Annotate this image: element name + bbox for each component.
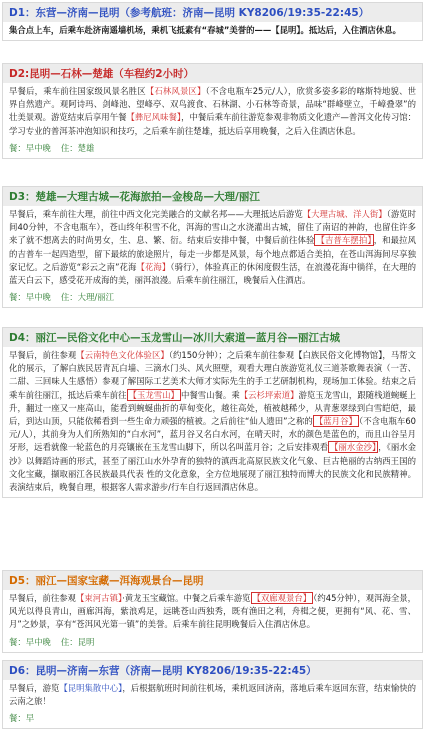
day5-meals xyxy=(3,635,422,652)
body-text: （不含电瓶车25元/人），欣赏多姿多彩的喀斯特地貌、世界自然遗产。观阿诗玛、剑峰池、望峰亭、双鸟渡食、石林湖、小石林等奇景，品味“群峰壁立，千嶂叠翠”的壮美景观。游览结束后享用午餐 xyxy=(9,86,417,123)
day1-section xyxy=(2,2,423,41)
highlighted-attraction: 【云杉坪索道】 xyxy=(239,389,299,400)
body-text: ，中餐后乘车前往游览参观非物质文化遗产—普洱文化传习馆：学习专业的普洱茶冲泡知识和技巧，之后乘车前往楚雄，抵达后享用晚餐，之后入住酒店休息。 xyxy=(9,112,417,136)
day3-section xyxy=(2,186,423,308)
body-text: ，后根据航班时间前往机场，乘机返回济南，落地后乘车返回东营，结束愉快的云南之旅！ xyxy=(9,683,417,707)
body-text: 早餐后，乘车前往国家级风景名胜区 xyxy=(9,86,146,96)
day4-section xyxy=(2,327,423,498)
day4-body xyxy=(3,347,422,497)
body-text: 游览玉龙雪山，跟随栈道蜿蜒上升，翻过一座又一座高山，能看到蜿蜒曲折的草甸变化，越往高处，植被越稀少，从青葱翠绿到白雪皑皑，最后，到达山顶，只能依稀看到一些生命力顽强的植被。之后前往“仙人遗田”之称的 xyxy=(9,389,417,427)
body-text: 中餐雪山餐。乘 xyxy=(180,389,240,400)
day6-title: D6：昆明—济南—东营（济南—昆明 KY8206/19:35-22:45） xyxy=(3,661,422,680)
body-text: 早餐后，前往参观 xyxy=(9,593,77,603)
body-text: 早餐后，游览 xyxy=(9,683,60,693)
highlighted-attraction: 【丽水金沙】 xyxy=(330,442,377,453)
body-text: ，和最拉风的吉普车一起四造型，留下最炫的旅途照片，每走一步都是风景，每个地点都适合美拍，在苍山洱海间尽享独家记忆。之后游览“彩云之南”花海 xyxy=(9,235,417,272)
body-text: 早餐后，乘车前往大理，前往中西文化完美融合的文献名邦——大理抵达后游览 xyxy=(9,209,303,219)
body-text: 早餐后，前往参观 xyxy=(9,350,77,360)
meal-lodging-info: 住：大理/丽江 xyxy=(60,292,114,303)
day6-body xyxy=(3,680,422,711)
day3-meals xyxy=(3,290,422,307)
day1-title: D1：东营—济南—昆明（参考航班：济南—昆明 KY8206/19:35-22:45） xyxy=(3,3,422,22)
meal-lodging-info: 住：楚雄 xyxy=(60,142,95,153)
day2-section xyxy=(2,63,423,159)
body-text: ，《丽水金沙》以舞蹈诗画的形式，甚至了丽江山水外孕育的独特的滇西北高原民族文化气象、巨古艳丽的古纳西王国的文化宝藏，撷取丽江各民族最具代表 性的文化意象，全方位地展现了丽江独特而博大的民族文化和民族精神。表演结束后，晚餐自理，根据客人需求游步/行车自行返回酒店休息。 xyxy=(9,442,416,493)
day4-title: D4：丽江—民俗文化中心—玉龙雪山—冰川大索道—蓝月谷—丽江古城 xyxy=(3,328,422,347)
body-text: ·黄龙玉宝藏馆。中餐之后乘车游览 xyxy=(122,593,251,603)
day6-section xyxy=(2,660,423,729)
highlighted-attraction: 【彝尼风味餐】 xyxy=(126,112,182,123)
day3-title: D3：楚雄—大理古城—花海旅拍—金梭岛—大理/丽江 xyxy=(3,187,422,206)
meal-lodging-info: 住：昆明 xyxy=(60,636,95,647)
meal-lodging-info: 餐：早中晚 xyxy=(9,636,51,647)
body-text: （约45分钟），观洱海全景，风光以得良青山，画廊洱海，紫浪鸡足，远眺苍山西独秀，既有渔田之利，舟楫之便，更拥有“风、花、雪、月”之妙景，享有“苍洱风光第一镇”的美誉。后乘车前往昆明晚餐后入住酒店休息。 xyxy=(9,593,417,630)
body-text: （骑行），体验真正的休闲度假生活，在浪漫花海中徜徉，在大理的蓝天白云下，感受花开成海的美，丽洱浪漫。后乘车前往丽江，晚餐后入住酒店。 xyxy=(9,261,417,286)
body-text: （游览时间40分钟，不含电瓶车），苍山终年积雪不化，洱海的雪山之水浇灌出古城，留住了南诏的神韵，也留住许多来了就不想离去的时尚男女，生、息、繁、衍。结束后安排中餐，中餐后前往体验 xyxy=(9,209,417,246)
day5-body xyxy=(3,590,422,635)
highlighted-attraction: 【云南特色文化体验区】 xyxy=(76,350,169,360)
body-text: （不含电瓶车60元/人），其前身为人们所熟知的“白水河”，蓝月谷又名白水河，在晴天时，水的颜色是蓝色的，而且山谷呈月牙形，远看就像一轮蓝色的月亮镶嵌在玉龙雪山脚下，所以名叫蓝月谷；之后安排观看 xyxy=(9,416,417,453)
meal-lodging-info: 餐：早中晚 xyxy=(9,292,51,303)
highlighted-attraction: 【昆明集散中心】 xyxy=(59,683,123,693)
day2-meals xyxy=(3,141,422,158)
meal-lodging-info: 餐：早 xyxy=(9,713,35,724)
day5-section xyxy=(2,570,423,653)
highlighted-attraction: 【吉普车摆拍】 xyxy=(316,235,372,246)
body-text: （约150分钟）；之后乘车前往参观【白族民俗文化博物馆】，马帮文化的展示，了解白族民居青瓦白墙、三滴水门头、风火照壁，观看大理白族游览礼仪三道茶歌舞表演（一苦、二甜、三回味人生感悟）参观了解国际工艺美术大师才实际先生的手工艺研制机构，现场加工体验。结束之后乘车前往丽江，抵达后乘车前往 xyxy=(9,350,417,400)
day3-body xyxy=(3,206,422,290)
meal-lodging-info: 餐：早中晚 xyxy=(9,142,51,153)
highlighted-attraction: 【双廊观景台】 xyxy=(252,593,312,603)
highlighted-attraction: 【石林风景区】 xyxy=(145,86,206,96)
day1-body: 集合点上车，后乘车赴济南遥墙机场，乘机飞抵素有“春城”美誉的——【昆明】。抵达后，入住酒店休息。 xyxy=(9,25,402,35)
highlighted-attraction: 【玉龙雪山】 xyxy=(128,389,179,400)
day6-meals xyxy=(3,711,422,728)
day2-body xyxy=(3,83,422,141)
day5-title: D5：丽江—国家宝藏—洱海观景台—昆明 xyxy=(3,571,422,590)
highlighted-attraction: 【大理古城、洋人街】 xyxy=(302,209,387,219)
highlighted-attraction: 【束河古镇】 xyxy=(76,593,123,603)
day2-title: D2:昆明—石林—楚雄（车程约2小时） xyxy=(3,64,422,83)
highlighted-attraction: 【花海】 xyxy=(136,261,171,272)
highlighted-attraction: 【蓝月谷】 xyxy=(314,416,357,427)
